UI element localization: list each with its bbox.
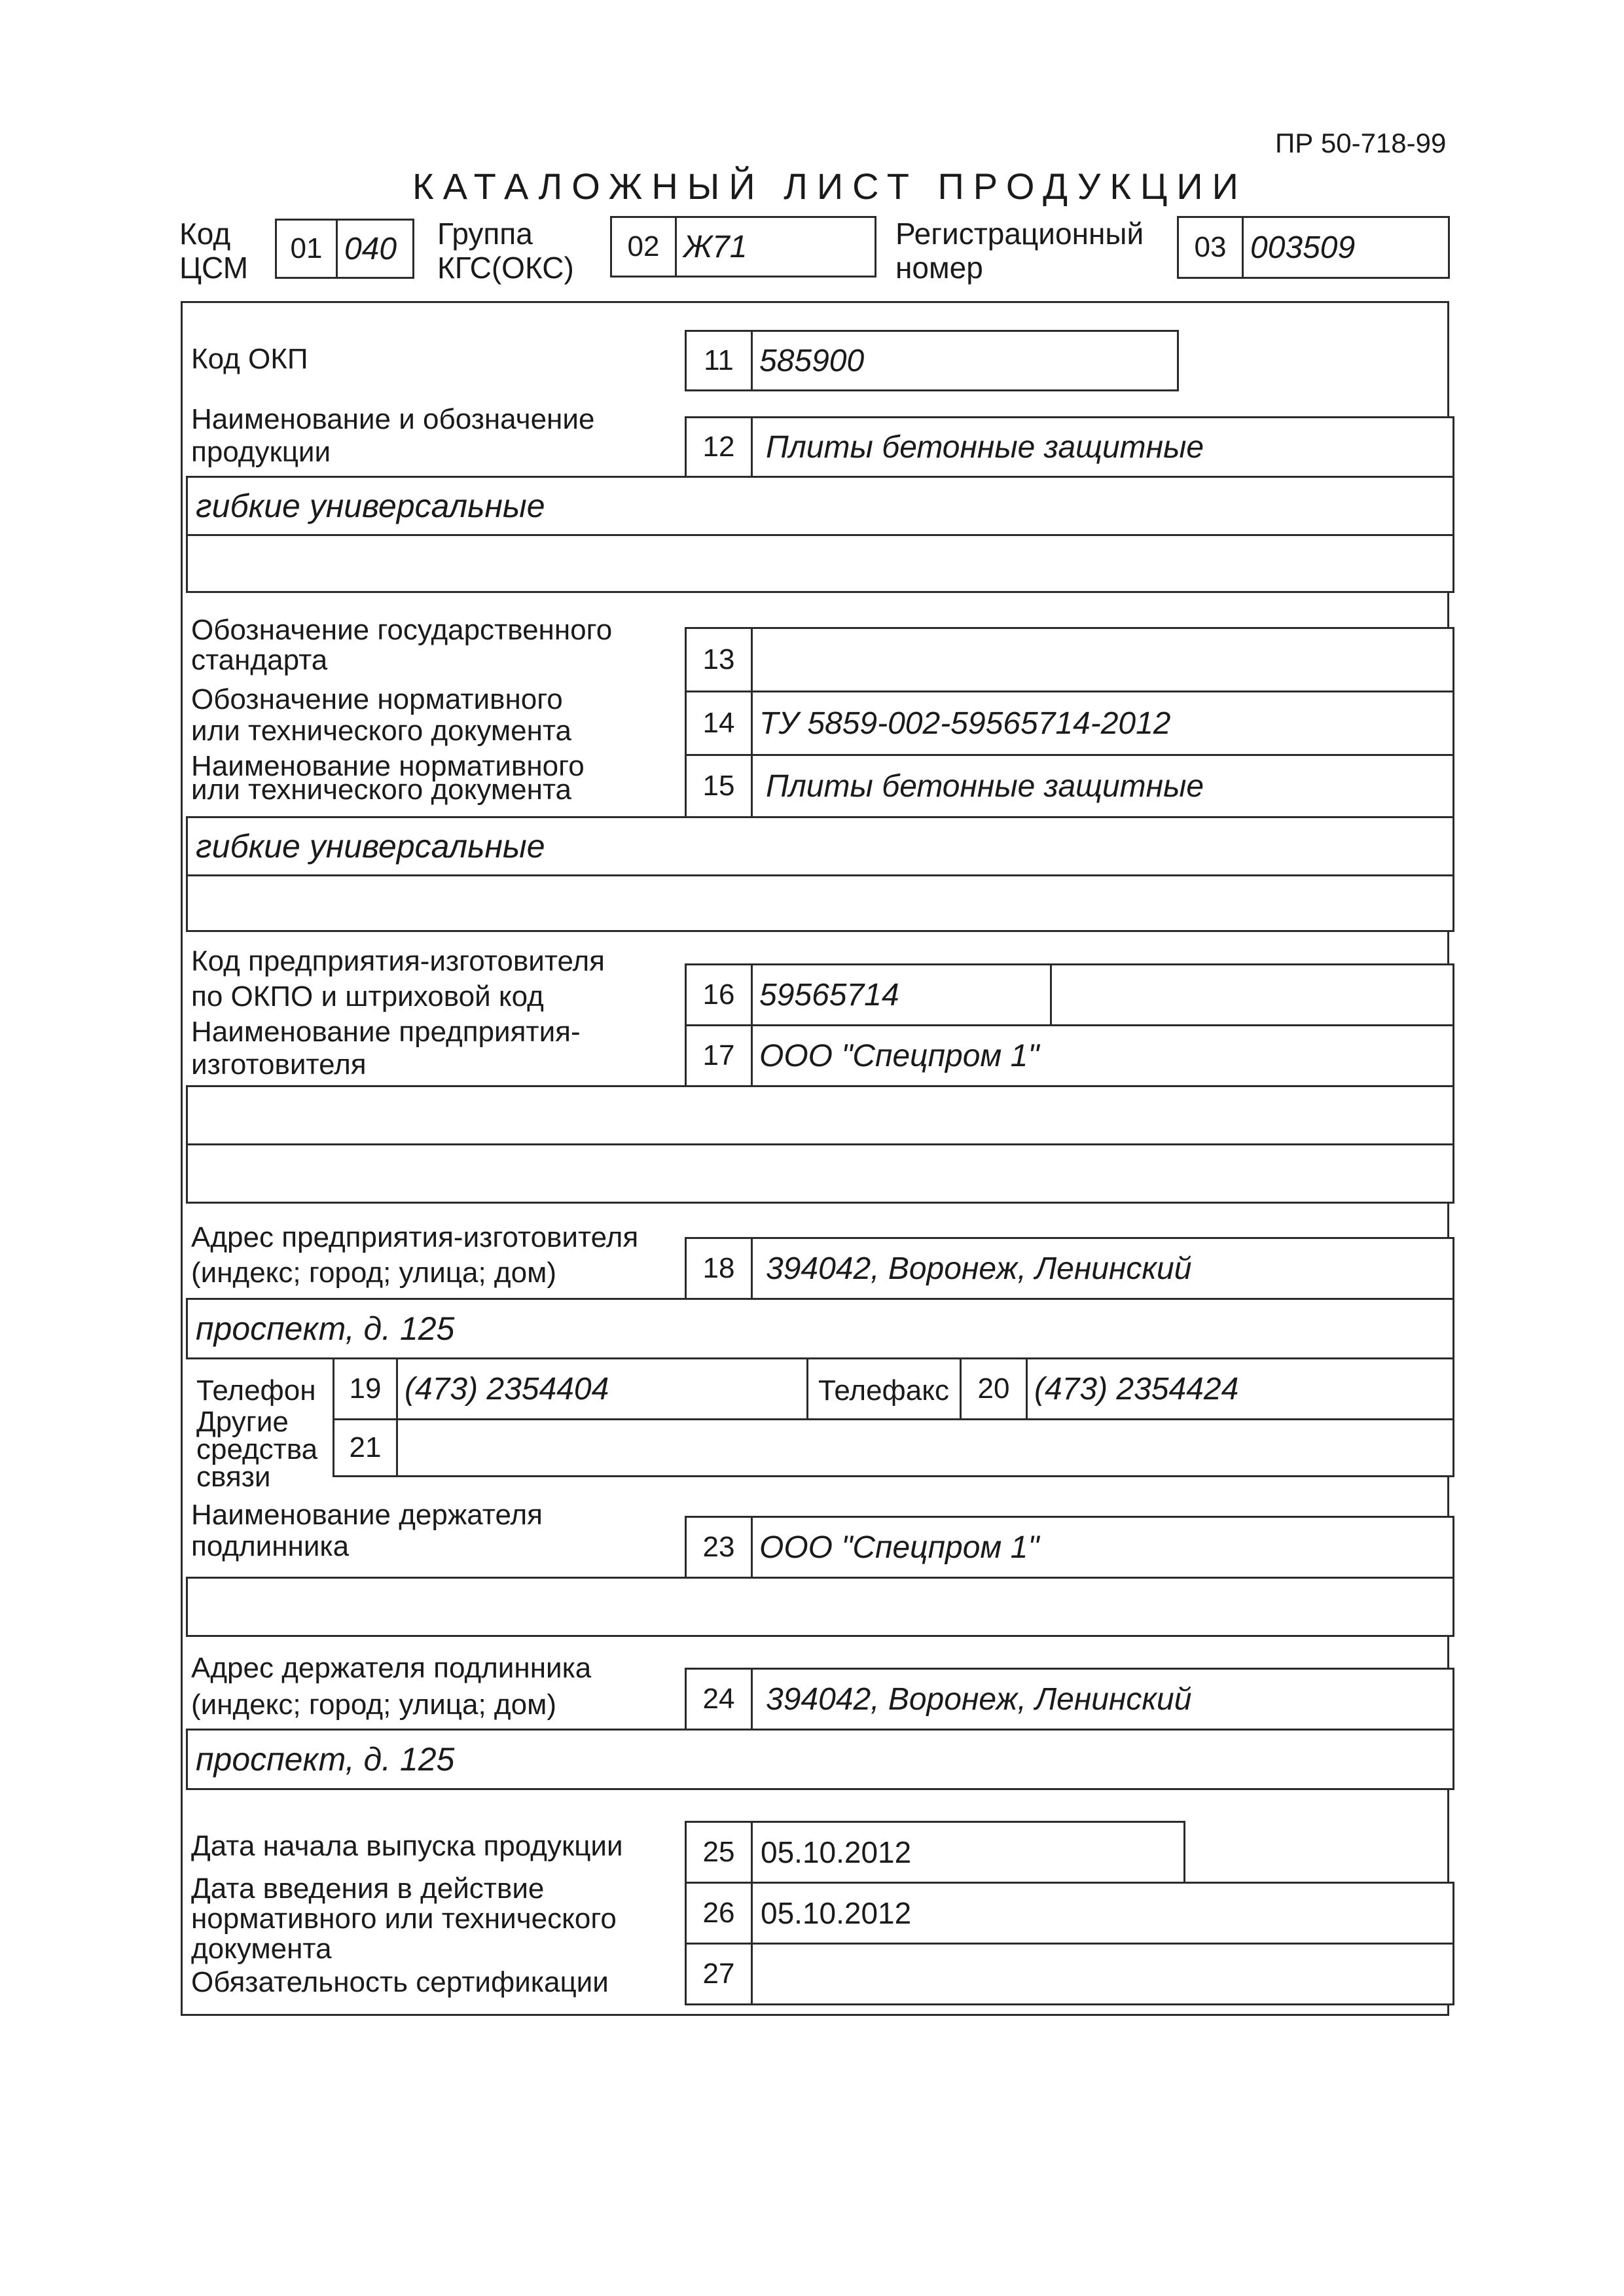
page-title: КАТАЛОЖНЫЙ ЛИСТ ПРОДУКЦИИ <box>412 166 1248 207</box>
phone-number-label: 19 <box>333 1357 398 1420</box>
normative-doc-name-number: 15 <box>685 754 753 818</box>
normative-doc-name-label-2: или технического документа <box>191 774 572 806</box>
kod-csm-field[interactable]: 040 <box>336 219 414 279</box>
okp-code-field[interactable]: 585900 <box>751 330 1179 391</box>
manufacturer-address-number: 18 <box>685 1237 753 1300</box>
holder-address-continuation[interactable]: проспект, д. 125 <box>186 1729 1454 1790</box>
phone-label: Телефон <box>196 1374 316 1407</box>
other-comm-label: Другие <box>196 1406 289 1438</box>
other-comm-label-2: средства <box>196 1433 318 1465</box>
manufacturer-name-label: Наименование предприятия- <box>191 1016 581 1048</box>
holder-name-field[interactable]: ООО "Спецпром 1" <box>751 1516 1454 1579</box>
product-name-field[interactable]: Плиты бетонные защитные <box>751 416 1454 478</box>
manufacturer-address-field[interactable]: 394042, Воронеж, Ленинский <box>751 1237 1454 1300</box>
normative-doc-code-field[interactable]: ТУ 5859-002-59565714-2012 <box>751 691 1454 756</box>
state-standard-number: 13 <box>685 627 753 692</box>
holder-name-label: Наименование держателя <box>191 1499 543 1531</box>
state-standard-label: Обозначение государственного <box>191 614 613 646</box>
reg-number-number: 03 <box>1177 216 1244 279</box>
manufacturer-name-extra-line-2[interactable] <box>186 1143 1454 1204</box>
holder-name-label-2: подлинника <box>191 1530 350 1562</box>
okp-code-number: 11 <box>685 330 753 391</box>
doc-effective-label-2: нормативного или технического <box>191 1903 617 1935</box>
doc-effective-label-3: документа <box>191 1933 332 1965</box>
kod-csm-label: Код <box>179 217 231 251</box>
product-name-number: 12 <box>685 416 753 478</box>
normative-doc-name-extra-line[interactable] <box>186 874 1454 932</box>
fax-number-label: 20 <box>960 1357 1028 1420</box>
normative-doc-code-number: 14 <box>685 691 753 756</box>
manufacturer-name-number: 17 <box>685 1024 753 1087</box>
doc-effective-field[interactable]: 05.10.2012 <box>751 1882 1454 1945</box>
certification-field[interactable] <box>751 1943 1454 2005</box>
holder-name-number: 23 <box>685 1516 753 1579</box>
phone-field[interactable]: (473) 2354404 <box>396 1357 808 1420</box>
group-label-2: КГС(ОКС) <box>437 251 574 285</box>
manufacturer-address-continuation[interactable]: проспект, д. 125 <box>186 1298 1454 1359</box>
kod-csm-number: 01 <box>275 219 338 279</box>
other-comm-number: 21 <box>333 1418 398 1477</box>
doc-effective-number: 26 <box>685 1882 753 1945</box>
manufacturer-address-label-2: (индекс; город; улица; дом) <box>191 1257 556 1289</box>
okpo-code-number: 16 <box>685 963 753 1026</box>
holder-address-number: 24 <box>685 1668 753 1731</box>
manufacturer-name-extra-line-1[interactable] <box>186 1085 1454 1145</box>
certification-label: Обязательность сертификации <box>191 1966 609 1998</box>
group-number: 02 <box>610 216 677 278</box>
normative-doc-code-label: Обозначение нормативного <box>191 683 563 715</box>
production-start-field[interactable]: 05.10.2012 <box>751 1821 1185 1884</box>
okpo-code-field[interactable]: 59565714 <box>751 963 1052 1026</box>
okpo-code-label: Код предприятия-изготовителя <box>191 945 605 977</box>
group-field[interactable]: Ж71 <box>675 216 876 278</box>
reg-number-label-2: номер <box>895 251 983 285</box>
group-label: Группа <box>437 217 533 251</box>
manufacturer-address-label: Адрес предприятия-изготовителя <box>191 1221 639 1253</box>
okpo-code-label-2: по ОКПО и штриховой код <box>191 980 544 1013</box>
product-name-extra-line[interactable] <box>186 534 1454 593</box>
product-name-continuation[interactable]: гибкие универсальные <box>186 476 1454 536</box>
holder-address-field[interactable]: 394042, Воронеж, Ленинский <box>751 1668 1454 1731</box>
state-standard-field[interactable] <box>751 627 1454 692</box>
okp-code-label: Код ОКП <box>191 343 308 375</box>
product-name-label-2: продукции <box>191 436 331 468</box>
holder-address-label-2: (индекс; город; улица; дом) <box>191 1689 556 1721</box>
barcode-field[interactable] <box>1050 963 1454 1026</box>
fax-field[interactable]: (473) 2354424 <box>1026 1357 1454 1420</box>
manufacturer-name-label-2: изготовителя <box>191 1049 367 1081</box>
holder-address-label: Адрес держателя подлинника <box>191 1652 592 1684</box>
other-comm-label-3: связи <box>196 1461 271 1493</box>
product-name-label: Наименование и обозначение <box>191 403 595 435</box>
certification-number: 27 <box>685 1943 753 2005</box>
production-start-label: Дата начала выпуска продукции <box>191 1830 623 1862</box>
kod-csm-label-2: ЦСМ <box>179 251 249 285</box>
other-comm-field[interactable] <box>396 1418 1454 1477</box>
fax-label: Телефакс <box>818 1374 949 1407</box>
state-standard-label-2: стандарта <box>191 644 328 676</box>
document-code: ПР 50-718-99 <box>1275 128 1447 158</box>
reg-number-label: Регистрационный <box>895 217 1144 251</box>
normative-doc-name-continuation[interactable]: гибкие универсальные <box>186 816 1454 876</box>
normative-doc-code-label-2: или технического документа <box>191 715 572 747</box>
doc-effective-label: Дата введения в действие <box>191 1873 545 1905</box>
production-start-number: 25 <box>685 1821 753 1884</box>
reg-number-field[interactable]: 003509 <box>1242 216 1450 279</box>
manufacturer-name-field[interactable]: ООО "Спецпром 1" <box>751 1024 1454 1087</box>
holder-name-extra-line[interactable] <box>186 1577 1454 1637</box>
normative-doc-name-field[interactable]: Плиты бетонные защитные <box>751 754 1454 818</box>
normative-doc-name-label: Наименование нормативного <box>191 750 585 782</box>
